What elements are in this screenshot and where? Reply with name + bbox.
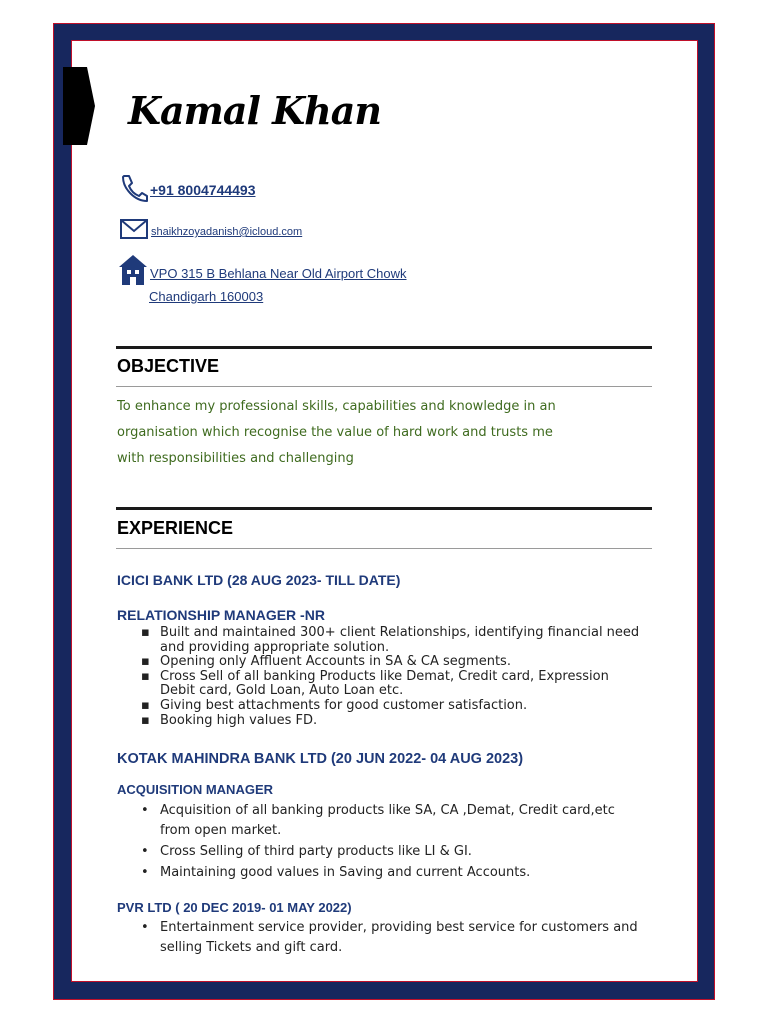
- list-item: ▪ Giving best attachments for good customer satisfaction.: [141, 697, 528, 713]
- list-item: • Entertainment service provider, providing best service for customers and selling Tickets and gift card.: [141, 920, 638, 955]
- bullets-pvr: [137, 918, 667, 959]
- experience-heading: EXPERIENCE: [117, 518, 234, 538]
- home-icon: [118, 254, 148, 286]
- job-role-icici: RELATIONSHIP MANAGER -NR: [117, 607, 325, 623]
- phone-link[interactable]: +91 8004744493: [150, 182, 256, 198]
- bullets-kotak: [137, 801, 667, 884]
- envelope-icon: [120, 219, 148, 239]
- job-company-kotak: KOTAK MAHINDRA BANK LTD (20 JUN 2022- 04 AUG 2023): [117, 751, 524, 767]
- list-item: • Maintaining good values in Saving and current Accounts.: [141, 865, 531, 880]
- candidate-name: Kamal Khan: [128, 88, 382, 133]
- objective-heading: OBJECTIVE: [117, 356, 220, 376]
- email-link[interactable]: shaikhzoyadanish@icloud.com: [151, 226, 303, 238]
- objective-line-3: with responsibilities and challenging: [117, 451, 354, 466]
- list-item: • Acquisition of all banking products like SA, CA ,Demat, Credit card,etc from open market.: [141, 803, 615, 838]
- objective-line-2: organisation which recognise the value of hard work and trusts me: [117, 425, 553, 440]
- job-company-pvr: PVR LTD ( 20 DEC 2019- 01 MAY 2022): [117, 900, 352, 915]
- list-item: ▪ Built and maintained 300+ client Relationships, identifying financial need and providing appropriate solution.: [141, 625, 640, 655]
- phone-icon: [119, 173, 149, 203]
- objective-line-1: To enhance my professional skills, capabilities and knowledge in an: [117, 399, 556, 414]
- address-line-1: VPO 315 B Behlana Near Old Airport Chowk: [150, 266, 407, 281]
- job-company-icici: ICICI BANK LTD (28 AUG 2023- TILL DATE): [117, 572, 401, 588]
- objective-rule-top: [116, 346, 652, 349]
- job-role-kotak: ACQUISITION MANAGER: [117, 782, 273, 797]
- experience-rule-bottom: [116, 548, 652, 549]
- bullets-icici: [137, 626, 667, 728]
- list-item: • Cross Selling of third party products like LI & GI.: [141, 844, 472, 859]
- experience-rule-top: [116, 507, 652, 510]
- objective-rule-bottom: [116, 386, 652, 387]
- tab-marker-icon: [63, 67, 95, 145]
- address-line-2: Chandigarh 160003: [149, 289, 264, 304]
- list-item: ▪ Cross Sell of all banking Products like Demat, Credit card, Expression Debit card, Gold Loan, Auto Loan etc.: [141, 668, 609, 699]
- list-item: ▪ Booking high values FD.: [141, 712, 318, 728]
- list-item: ▪ Opening only Affluent Accounts in SA & CA segments.: [141, 654, 511, 670]
